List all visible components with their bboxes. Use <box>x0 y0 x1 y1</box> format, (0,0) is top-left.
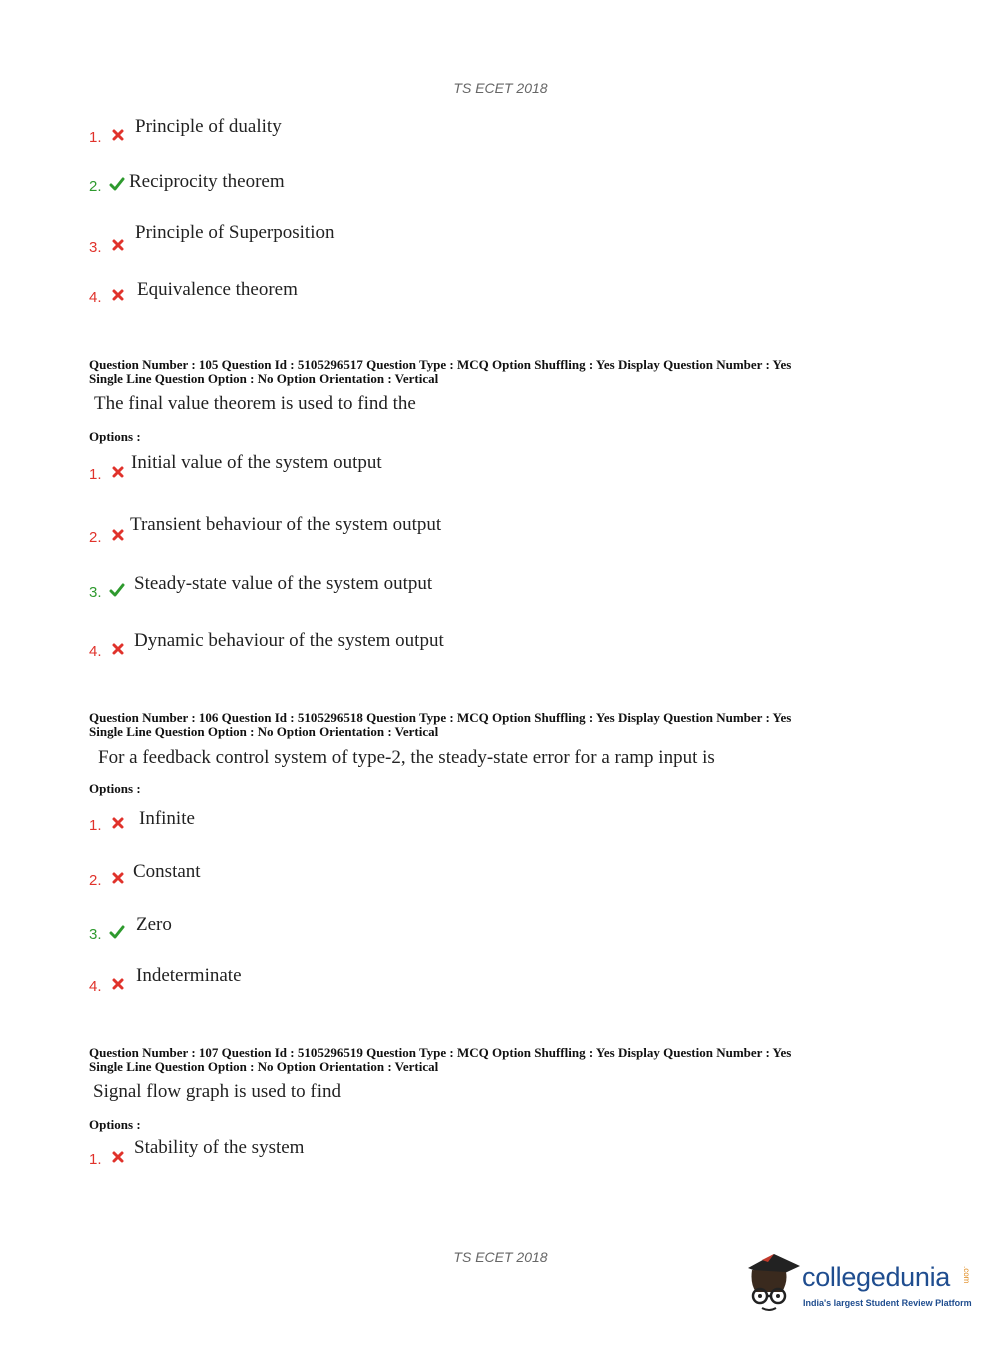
options-label: Options : <box>89 781 141 796</box>
checkmark-icon <box>109 924 125 940</box>
cross-icon <box>110 127 126 143</box>
option-row <box>0 839 700 889</box>
option-number: 3. <box>89 239 102 256</box>
cross-icon <box>110 527 126 543</box>
option-text: Infinite <box>139 808 195 829</box>
page-footer: TS ECET 2018 <box>453 1249 548 1265</box>
cross-icon <box>110 464 126 480</box>
option-number: 4. <box>89 643 102 660</box>
cross-icon <box>110 976 126 992</box>
option-row <box>0 945 700 995</box>
logo-com: .com <box>962 1266 971 1284</box>
question-meta-line: Single Line Question Option : No Option Orientation : Vertical <box>89 724 439 739</box>
cross-icon <box>110 641 126 657</box>
option-row <box>0 145 700 195</box>
option-row <box>0 206 700 256</box>
question-text: For a feedback control system of type-2, the steady-state error for a ramp input is <box>98 747 715 768</box>
question-meta-line: Question Number : 107 Question Id : 5105296519 Question Type : MCQ Option Shuffling : Yes Display Question Number : Yes <box>89 1045 792 1060</box>
option-text: Reciprocity theorem <box>129 171 285 192</box>
cross-icon <box>110 237 126 253</box>
question-text: Signal flow graph is used to find <box>93 1081 342 1102</box>
option-number: 1. <box>89 466 102 483</box>
option-number: 2. <box>89 529 102 546</box>
question-meta-line: Question Number : 105 Question Id : 5105296517 Question Type : MCQ Option Shuffling : Yes Display Question Number : Yes <box>89 357 792 372</box>
cross-icon <box>110 1149 126 1165</box>
cross-icon <box>110 870 126 886</box>
option-text: Principle of Superposition <box>135 222 335 243</box>
option-row <box>0 1118 700 1168</box>
option-row <box>0 96 700 146</box>
options-label: Options : <box>89 1117 141 1132</box>
option-number: 4. <box>89 289 102 306</box>
checkmark-icon <box>109 582 125 598</box>
option-number: 1. <box>89 1151 102 1168</box>
option-row <box>0 496 700 546</box>
option-number: 4. <box>89 978 102 995</box>
question-meta <box>89 711 791 739</box>
option-text: Dynamic behaviour of the system output <box>134 630 444 651</box>
question-meta-line: Question Number : 106 Question Id : 5105296518 Question Type : MCQ Option Shuffling : Yes Display Question Number : Yes <box>89 710 792 725</box>
option-number: 3. <box>89 584 102 601</box>
logo-tagline: India's largest Student Review Platform <box>803 1298 972 1308</box>
option-text: Equivalence theorem <box>137 279 298 300</box>
option-text: Constant <box>133 861 201 882</box>
option-row <box>0 551 700 601</box>
option-text: Initial value of the system output <box>131 452 382 473</box>
option-text: Indeterminate <box>136 965 242 986</box>
mascot-icon <box>742 1250 802 1316</box>
option-number: 1. <box>89 817 102 834</box>
option-number: 2. <box>89 178 102 195</box>
logo-wordmark: collegedunia <box>802 1262 951 1292</box>
question-meta <box>89 1046 791 1074</box>
option-text: Transient behaviour of the system output <box>130 514 442 535</box>
option-row <box>0 433 700 483</box>
page-header: TS ECET 2018 <box>453 80 548 96</box>
option-row <box>0 610 700 660</box>
checkmark-icon <box>109 176 125 192</box>
option-number: 3. <box>89 926 102 943</box>
option-text: Steady-state value of the system output <box>134 573 433 594</box>
option-row <box>0 893 700 943</box>
cross-icon <box>110 815 126 831</box>
option-text: Zero <box>136 914 172 935</box>
option-number: 2. <box>89 872 102 889</box>
option-number: 1. <box>89 129 102 146</box>
question-meta-line: Single Line Question Option : No Option Orientation : Vertical <box>89 1059 439 1074</box>
option-row <box>0 256 700 306</box>
cross-icon <box>110 287 126 303</box>
collegedunia-logo <box>740 1248 980 1318</box>
question-text: The final value theorem is used to find the <box>94 393 416 414</box>
option-text: Principle of duality <box>135 116 282 137</box>
option-row <box>0 784 700 834</box>
options-label: Options : <box>89 429 141 444</box>
question-meta <box>89 358 791 386</box>
question-meta-line: Single Line Question Option : No Option Orientation : Vertical <box>89 371 439 386</box>
option-text: Stability of the system <box>134 1137 305 1158</box>
